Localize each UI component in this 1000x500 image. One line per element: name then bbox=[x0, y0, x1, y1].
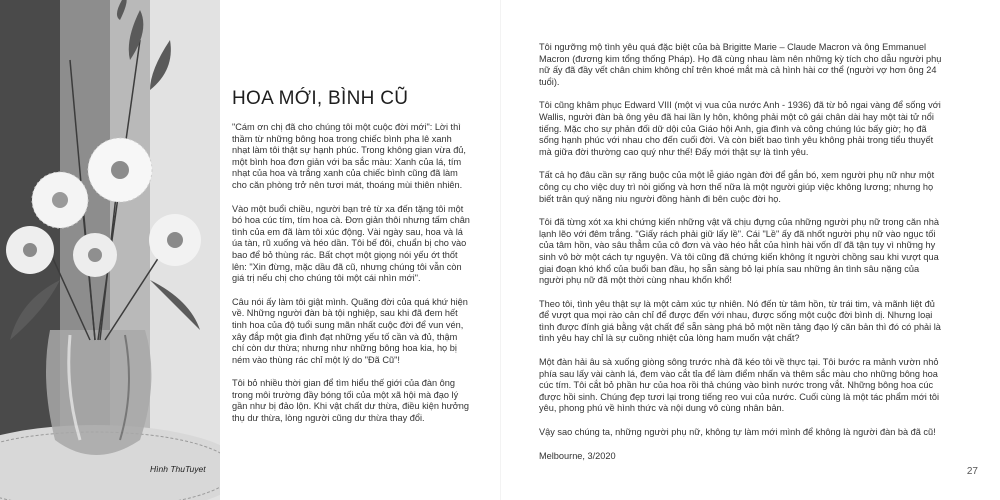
page-number: 27 bbox=[966, 466, 978, 477]
flower-vase-illustration bbox=[0, 0, 220, 500]
paragraph: Vậy sao chúng ta, những người phụ nữ, không tự làm mới mình để không là người đàn bà đã cũ! bbox=[539, 427, 936, 438]
article-left-column bbox=[232, 88, 472, 437]
paragraph: Tôi bỏ nhiều thời gian để tìm hiểu thế giới của đàn ông trong môi trường đầy bóng tối của một xã hội mà đạo lý gần như bị đảo lộn. Khi vật chất dư thừa, điều kiện hưởng thụ dư thừa, lòng người cũng dư thừa thay đổi. bbox=[232, 378, 469, 424]
paragraph: "Cám ơn chị đã cho chúng tôi một cuộc đời mới": Lời thì thầm từ những bông hoa trong chiếc bình pha lê xanh nhạt làm tôi thật sự hạnh phúc. Trong không gian vừa đủ, một bình hoa đơn giản với ba sắc màu: Xanh của lá, tím nhạt của hoa và trắng xanh của chiếc bình cũng đã làm cho căn phòng trở nên tươi mát, thoáng mùi thiên nhiên. bbox=[232, 122, 466, 190]
paragraph: Một đàn hải âu sà xuống giòng sông trước nhà đã kéo tôi về thực tại. Tôi bước ra mảnh vườn nhỏ phía sau lấy vài cành lá, đem vào cắt tỉa để làm điểm nhấn và thêm sắc màu cho những bông hoa cúc tím. Tôi cắt bỏ phần hư của hoa rồi thả chúng vào bình nước trong vắt. Những bông hoa cúc được hồi sinh. Chúng đẹp tươi lại trong tiếng reo vui của nước. Cuối cùng là một tác phẩm mới tôi yêu, phong phú về hình thức và nội dung vô cùng nhân bản. bbox=[539, 357, 940, 414]
paragraph: Theo tôi, tình yêu thật sự là một cảm xúc tự nhiên. Nó đến từ tâm hồn, từ trái tim, và mãnh liệt đủ để vượt qua mọi rào cản chỉ để được đến với nhau, được sống một cuộc đời bình dị. Nhưng loại tình được đính giá bằng vật chất để sẵn sàng phá bỏ một nền tảng đạo lý căn bản thì đó có phải là tình yêu hay chỉ là sự cuồng nhiệt của lòng ham muốn vật chất? bbox=[539, 298, 941, 344]
flower-vase-photo bbox=[0, 0, 220, 500]
page-divider bbox=[500, 0, 501, 500]
paragraph: Vào một buổi chiều, người bạn trẻ từ xa đến tặng tôi một bó hoa cúc tím, tím hoa cà. Đơn giản thôi nhưng tấm chân tình của em đã làm tôi xúc động. Vài ngày sau, hoa và lá úa tàn, rũ xuống và héo dần. Tôi bế đôi, chuẩn bị cho vào bao để bỏ thùng rác. Bất chợt một giọng nói yếu ớt thốt lên: "Xin đừng, mặc dầu đã cũ, nhưng chúng tôi vẫn còn giá trị nếu chị cho chúng tôi một cái nhìn mới". bbox=[232, 203, 470, 284]
signoff-location-date: Melbourne, 3/2020 bbox=[539, 450, 616, 461]
paragraph: Tôi đã từng xót xa khi chứng kiến những vật vã chịu đựng của những người phụ nữ trong căn nhà lạnh lẽo với đêm trắng. "Giấy rách phải giữ lấy lề". Cái "Lề" ấy đã nhốt người phụ nữ vào ngục tối của tâm hồn, vào sâu thẳm của cô đơn và vào héo hắt của hình hài vốn dĩ đã tận tụy vì những hy sinh vô bờ một cách tự nguyện. Và tôi cũng đã chứng kiến không ít người chồng sau khi vượt qua giai đoạn khó khổ của buổi ban đầu, họ sẵn sàng bỏ lại phía sau những ân tình sâu nặng của người phụ nữ đã một thời cùng nhau khốn khổ! bbox=[539, 217, 939, 286]
paragraph: Câu nói ấy làm tôi giật mình. Quãng đời của quá khứ hiện về. Những người đàn bà tội nghiệp, sau khi đã đem hết tinh hoa của độ tuổi sung mãn nhất cuộc đời để vun vén, xây đắp một gia đình đạt những yếu tố cần và đủ, thậm chí còn dư thừa; nhưng như những bông hoa kia, họ bị ném vào thùng rác chỉ một lý do "Đã Cũ"! bbox=[232, 296, 468, 365]
paragraph: Tôi ngưỡng mộ tình yêu quá đặc biệt của bà Brigitte Marie – Claude Macron và ông Emmanuel Macron (đương kim tổng thống Pháp). Họ đã cùng nhau làm nên những kỳ tích cho dẫu người phụ nữ ấy đã đầy vết chân chim không chỉ trên khoé mắt mà cả hình hài cơ thể (người vợ hơn ông 24 tuổi). bbox=[539, 42, 942, 87]
paragraph: Tôi cũng khâm phục Edward VIII (một vị vua của nước Anh - 1936) đã từ bỏ ngai vàng để sống với Wallis, người đàn bà ông yêu đã hai lần ly hôn, không phải một cô gái chân dài hay một tài tử nổi tiếng. Mặc cho sự phản đối dữ dội của Giáo hội Anh, gia đình và công chúng lúc bấy giờ; họ đã sống hạnh phúc với nhau cho đến cuối đời. Và còn biết bao tình yêu không phải trong tiểu thuyết mà giữa đời thường cao quý như thế! Đấy mới thật sự là tình yêu. bbox=[539, 100, 941, 157]
paragraph: Tất cả họ đâu cần sự răng buộc của một lễ giáo ngàn đời để gắn bó, xem người phụ nữ như một công cụ cho việc duy trì nòi giống và hơn thế nữa là một người giúp việc không lương; nhưng họ biết trân quý năng niu người đồng hành đi bên cuộc đời họ. bbox=[539, 170, 935, 204]
article-right-column bbox=[539, 42, 945, 462]
article-title: HOA MỚI, BÌNH CŨ bbox=[232, 88, 409, 109]
photo-caption: Hình ThuTuyet bbox=[150, 464, 206, 474]
